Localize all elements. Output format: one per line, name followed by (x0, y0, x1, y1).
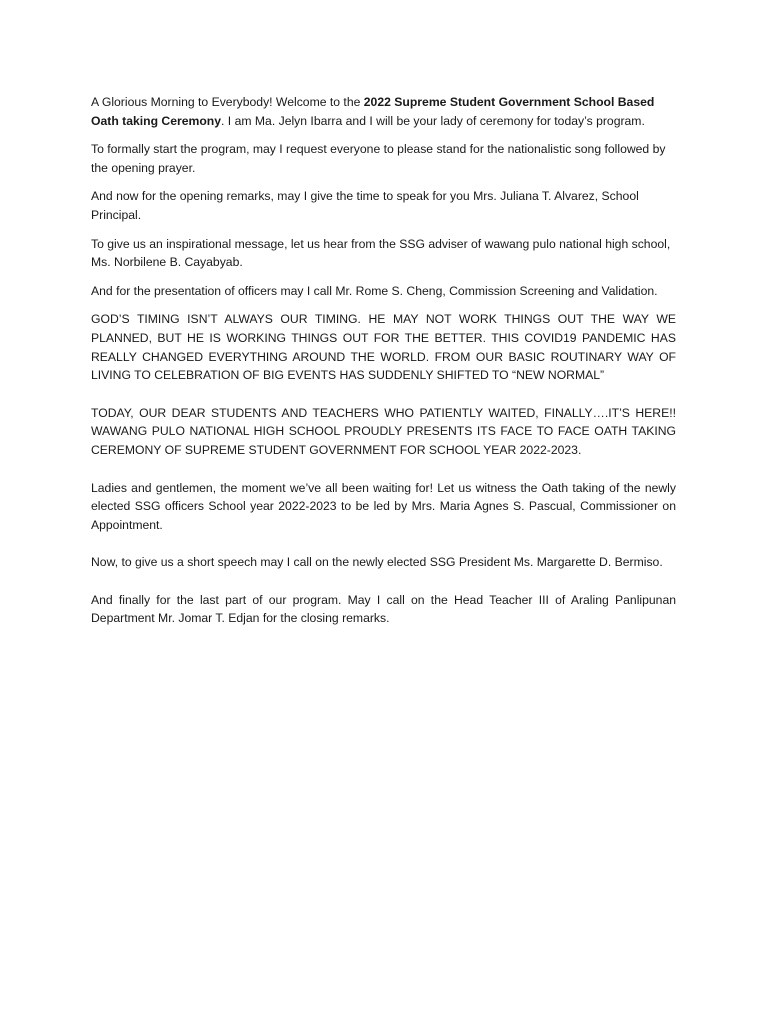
paragraph-presentation-of-officers: And for the presentation of officers may I call Mr. Rome S. Cheng, Commission Screening and Validation. (91, 283, 658, 298)
welcome-tail-text: . I am Ma. Jelyn Ibarra and I will be your lady of ceremony for today’s program. (221, 113, 645, 128)
document-body (91, 93, 676, 638)
paragraph-gods-timing: GOD’S TIMING ISN’T ALWAYS OUR TIMING. HE MAY NOT WORK THINGS OUT THE WAY WE PLANNED, BUT HE IS WORKING THINGS OUT FOR THE BETTER. THIS COVID19 PANDEMIC HAS REALLY CHANGED EVERYTHING AROUND THE WORLD. FROM OUR BASIC ROUTINARY WAY OF LIVING TO CELEBRATION OF BIG EVENTS HAS SUDDENLY SHIFTED TO “NEW NORMAL” (91, 312, 676, 383)
paragraph-today-announcement: TODAY, OUR DEAR STUDENTS AND TEACHERS WHO PATIENTLY WAITED, FINALLY….IT’S HERE!! WAWANG PULO NATIONAL HIGH SCHOOL PROUDLY PRESENTS ITS FACE TO FACE OATH TAKING CEREMONY OF SUPREME STUDENT GOVERNMENT FOR SCHOOL YEAR 2022-2023. (91, 405, 676, 457)
paragraph-inspirational-message: To give us an inspirational message, let us hear from the SSG adviser of wawang pulo national high school, Ms. Norbilene B. Cayabyab. (91, 236, 671, 270)
paragraph-nationalistic-song: To formally start the program, may I request everyone to please stand for the nationalistic song followed by the opening prayer. (91, 142, 666, 175)
paragraph-oath-taking: Ladies and gentlemen, the moment we’ve all been waiting for! Let us witness the Oath taking of the newly elected SSG officers School year 2022-2023 to be led by Mrs. Maria Agnes S. Pascual, Commissioner on Appointment. (91, 480, 676, 532)
event-title: 2022 Supreme Student Government School Based Oath taking Ceremony (91, 95, 655, 128)
paragraph-closing-remarks: And finally for the last part of our program. May I call on the Head Teacher III of Araling Panlipunan Department Mr. Jomar T. Edjan for the closing remarks. (91, 592, 676, 626)
paragraph-opening-remarks: And now for the opening remarks, may I give the time to speak for you Mrs. Juliana T. Alvarez, School Principal. (91, 189, 639, 222)
paragraph-short-speech: Now, to give us a short speech may I call on the newly elected SSG President Ms. Margarette D. Bermiso. (91, 555, 663, 570)
welcome-lead-text: A Glorious Morning to Everybody! Welcome to the (91, 95, 364, 109)
paragraph-welcome (91, 93, 676, 130)
